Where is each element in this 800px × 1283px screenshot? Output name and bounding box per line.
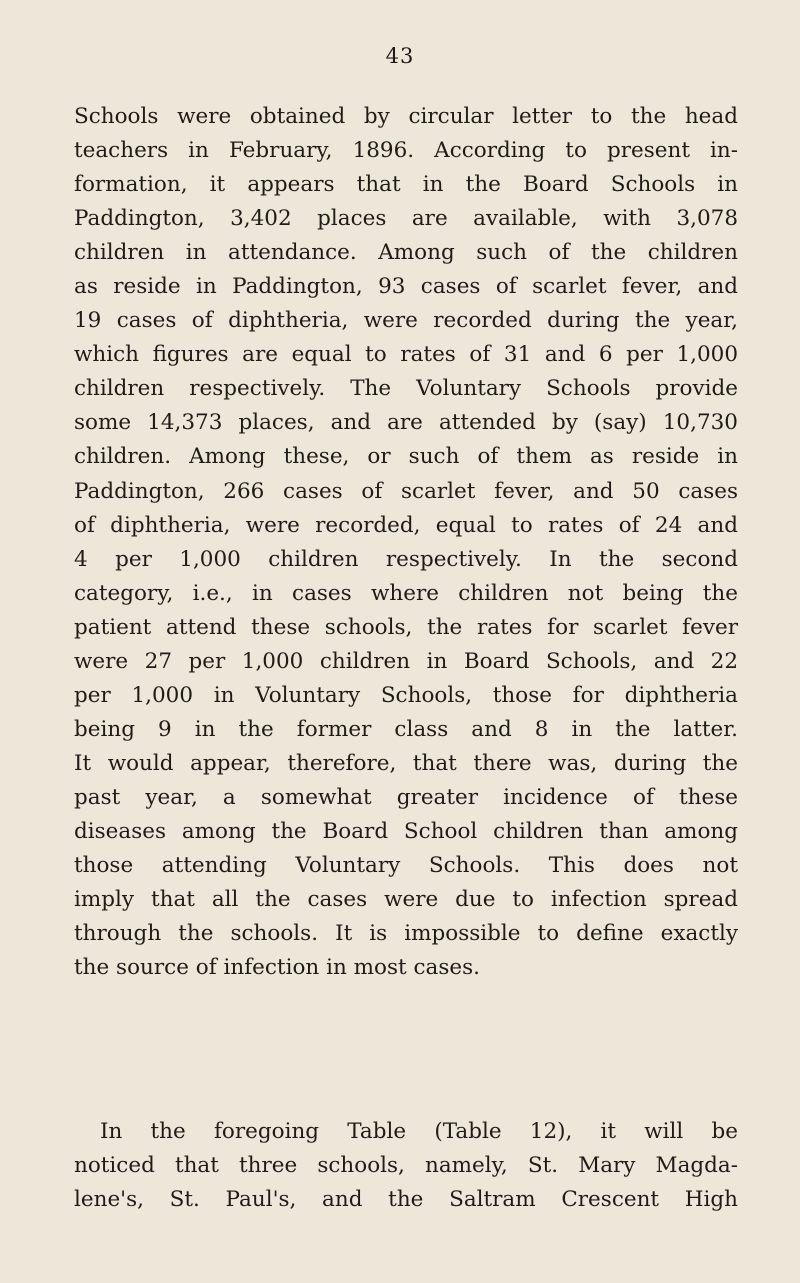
text-line: formation, it appears that in the Board Schools in xyxy=(74,172,738,198)
text-line: those attending Voluntary Schools. This does not xyxy=(74,853,738,879)
text-line: 4 per 1,000 children respectively. In the second xyxy=(74,546,738,572)
paragraph-2 xyxy=(74,1115,738,1217)
text-line: as reside in Paddington, 93 cases of scarlet fever, and xyxy=(74,274,738,300)
text-line: the source of infection in most cases. xyxy=(74,955,480,981)
text-line: In the foregoing Table (Table 12), it will be xyxy=(100,1119,738,1144)
text-line: Paddington, 266 cases of scarlet fever, and 50 cases xyxy=(74,478,738,504)
text-line: children respectively. The Voluntary Schools provide xyxy=(74,376,738,402)
text-line: some 14,373 places, and are attended by (say) 10,730 xyxy=(74,410,738,436)
text-line: lene's, St. Paul's, and the Saltram Crescent High xyxy=(74,1187,738,1213)
text-line: category, i.e., in cases where children not being the xyxy=(74,580,738,606)
text-line: Paddington, 3,402 places are available, with 3,078 xyxy=(74,206,738,232)
text-line: were 27 per 1,000 children in Board Schools, and 22 xyxy=(74,648,738,674)
text-line: per 1,000 in Voluntary Schools, those for diphtheria xyxy=(74,682,738,708)
text-line: It would appear, therefore, that there was, during the xyxy=(74,750,738,776)
text-line: imply that all the cases were due to infection spread xyxy=(74,887,738,913)
text-line: patient attend these schools, the rates for scarlet fever xyxy=(74,614,738,640)
text-line: through the schools. It is impossible to define exactly xyxy=(74,921,738,947)
text-line: noticed that three schools, namely, St. Mary Magda- xyxy=(74,1153,738,1179)
paragraph-1 xyxy=(74,100,738,985)
text-line: children. Among these, or such of them as reside in xyxy=(74,444,738,470)
text-line: 19 cases of diphtheria, were recorded during the year, xyxy=(74,308,738,334)
text-line: being 9 in the former class and 8 in the latter. xyxy=(74,716,738,742)
text-line: which figures are equal to rates of 31 and 6 per 1,000 xyxy=(74,342,738,368)
page-number: 43 xyxy=(385,44,415,68)
text-line: teachers in February, 1896. According to present in- xyxy=(74,138,738,164)
text-line: children in attendance. Among such of the children xyxy=(74,240,738,266)
text-line: Schools were obtained by circular letter to the head xyxy=(74,104,738,129)
text-line: diseases among the Board School children than among xyxy=(74,818,738,844)
text-line: past year, a somewhat greater incidence of these xyxy=(74,784,738,810)
text-line: of diphtheria, were recorded, equal to rates of 24 and xyxy=(74,512,738,538)
